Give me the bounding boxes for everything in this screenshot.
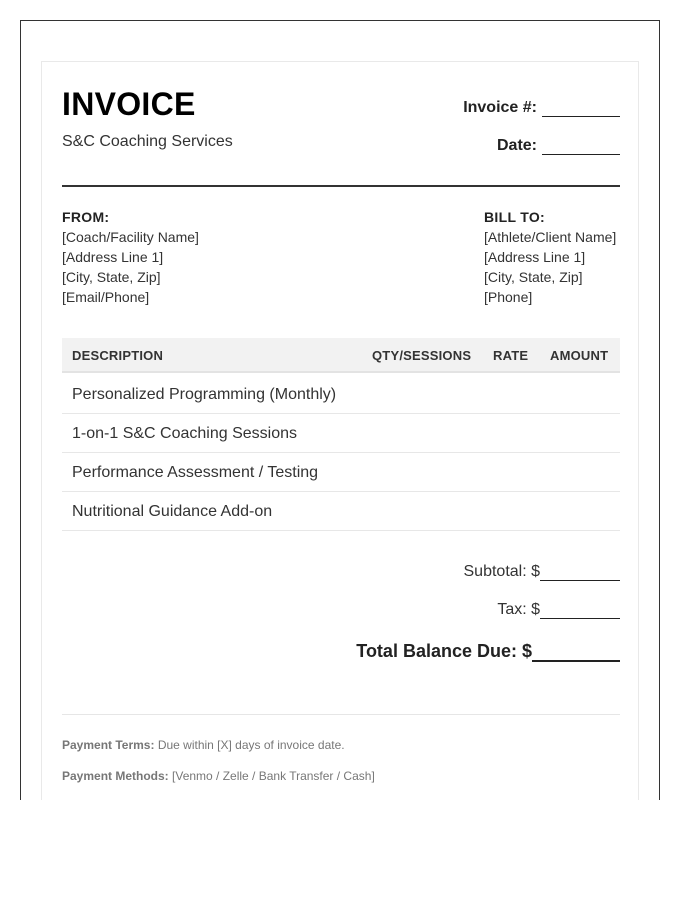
total-due-label: Total Balance Due: $ [356, 641, 532, 661]
bill-to-line: [City, State, Zip] [484, 269, 583, 285]
from-line: [Address Line 1] [62, 249, 164, 265]
payment-terms-value: Due within [X] days of invoice date. [154, 738, 345, 752]
bill-to-heading: BILL TO: [484, 209, 545, 225]
subtotal-label: Subtotal: $ [463, 563, 540, 580]
payment-methods-label: Payment Methods: [62, 769, 169, 783]
payment-terms [62, 738, 345, 752]
table-row [62, 414, 620, 453]
payment-terms-label: Payment Terms: [62, 738, 155, 752]
row-description: Performance Assessment / Testing [72, 464, 319, 481]
date-blank [542, 138, 620, 155]
total-due-line [356, 641, 620, 662]
table-row [62, 375, 620, 414]
date-field [497, 137, 620, 155]
header-divider [62, 185, 620, 187]
row-description: Personalized Programming (Monthly) [72, 386, 337, 403]
subtotal-line [464, 563, 621, 581]
table-header [62, 338, 620, 373]
invoice-number-blank [542, 100, 620, 117]
column-header-description: DESCRIPTION [72, 348, 164, 363]
from-line: [City, State, Zip] [62, 269, 161, 285]
invoice-number-field [463, 99, 620, 117]
tax-line [497, 601, 620, 619]
invoice-title: INVOICE [62, 86, 196, 122]
footer-divider [62, 714, 620, 715]
bill-to-line: [Athlete/Client Name] [484, 229, 617, 245]
subtotal-blank [540, 564, 620, 581]
row-description: Nutritional Guidance Add-on [72, 503, 273, 520]
from-line: [Email/Phone] [62, 289, 150, 305]
tax-label: Tax: $ [497, 601, 540, 618]
row-description: 1-on-1 S&C Coaching Sessions [72, 425, 298, 442]
date-label: Date: [496, 137, 537, 154]
bill-to-block [484, 207, 616, 307]
bill-to-line: [Phone] [484, 289, 533, 305]
column-header-qty: QTY/SESSIONS [372, 348, 472, 363]
from-heading: FROM: [62, 209, 110, 225]
from-block [62, 207, 199, 307]
from-line: [Coach/Facility Name] [62, 229, 199, 245]
invoice-number-label: Invoice #: [463, 99, 537, 116]
table-row [62, 492, 620, 531]
tax-blank [540, 602, 620, 619]
company-name: S&C Coaching Services [62, 133, 233, 150]
column-header-amount: AMOUNT [550, 348, 609, 363]
payment-methods [62, 769, 375, 783]
table-row [62, 453, 620, 492]
bill-to-line: [Address Line 1] [484, 249, 586, 265]
total-due-blank [532, 642, 620, 662]
payment-methods-value: [Venmo / Zelle / Bank Transfer / Cash] [168, 769, 375, 783]
column-header-rate: RATE [493, 348, 529, 363]
